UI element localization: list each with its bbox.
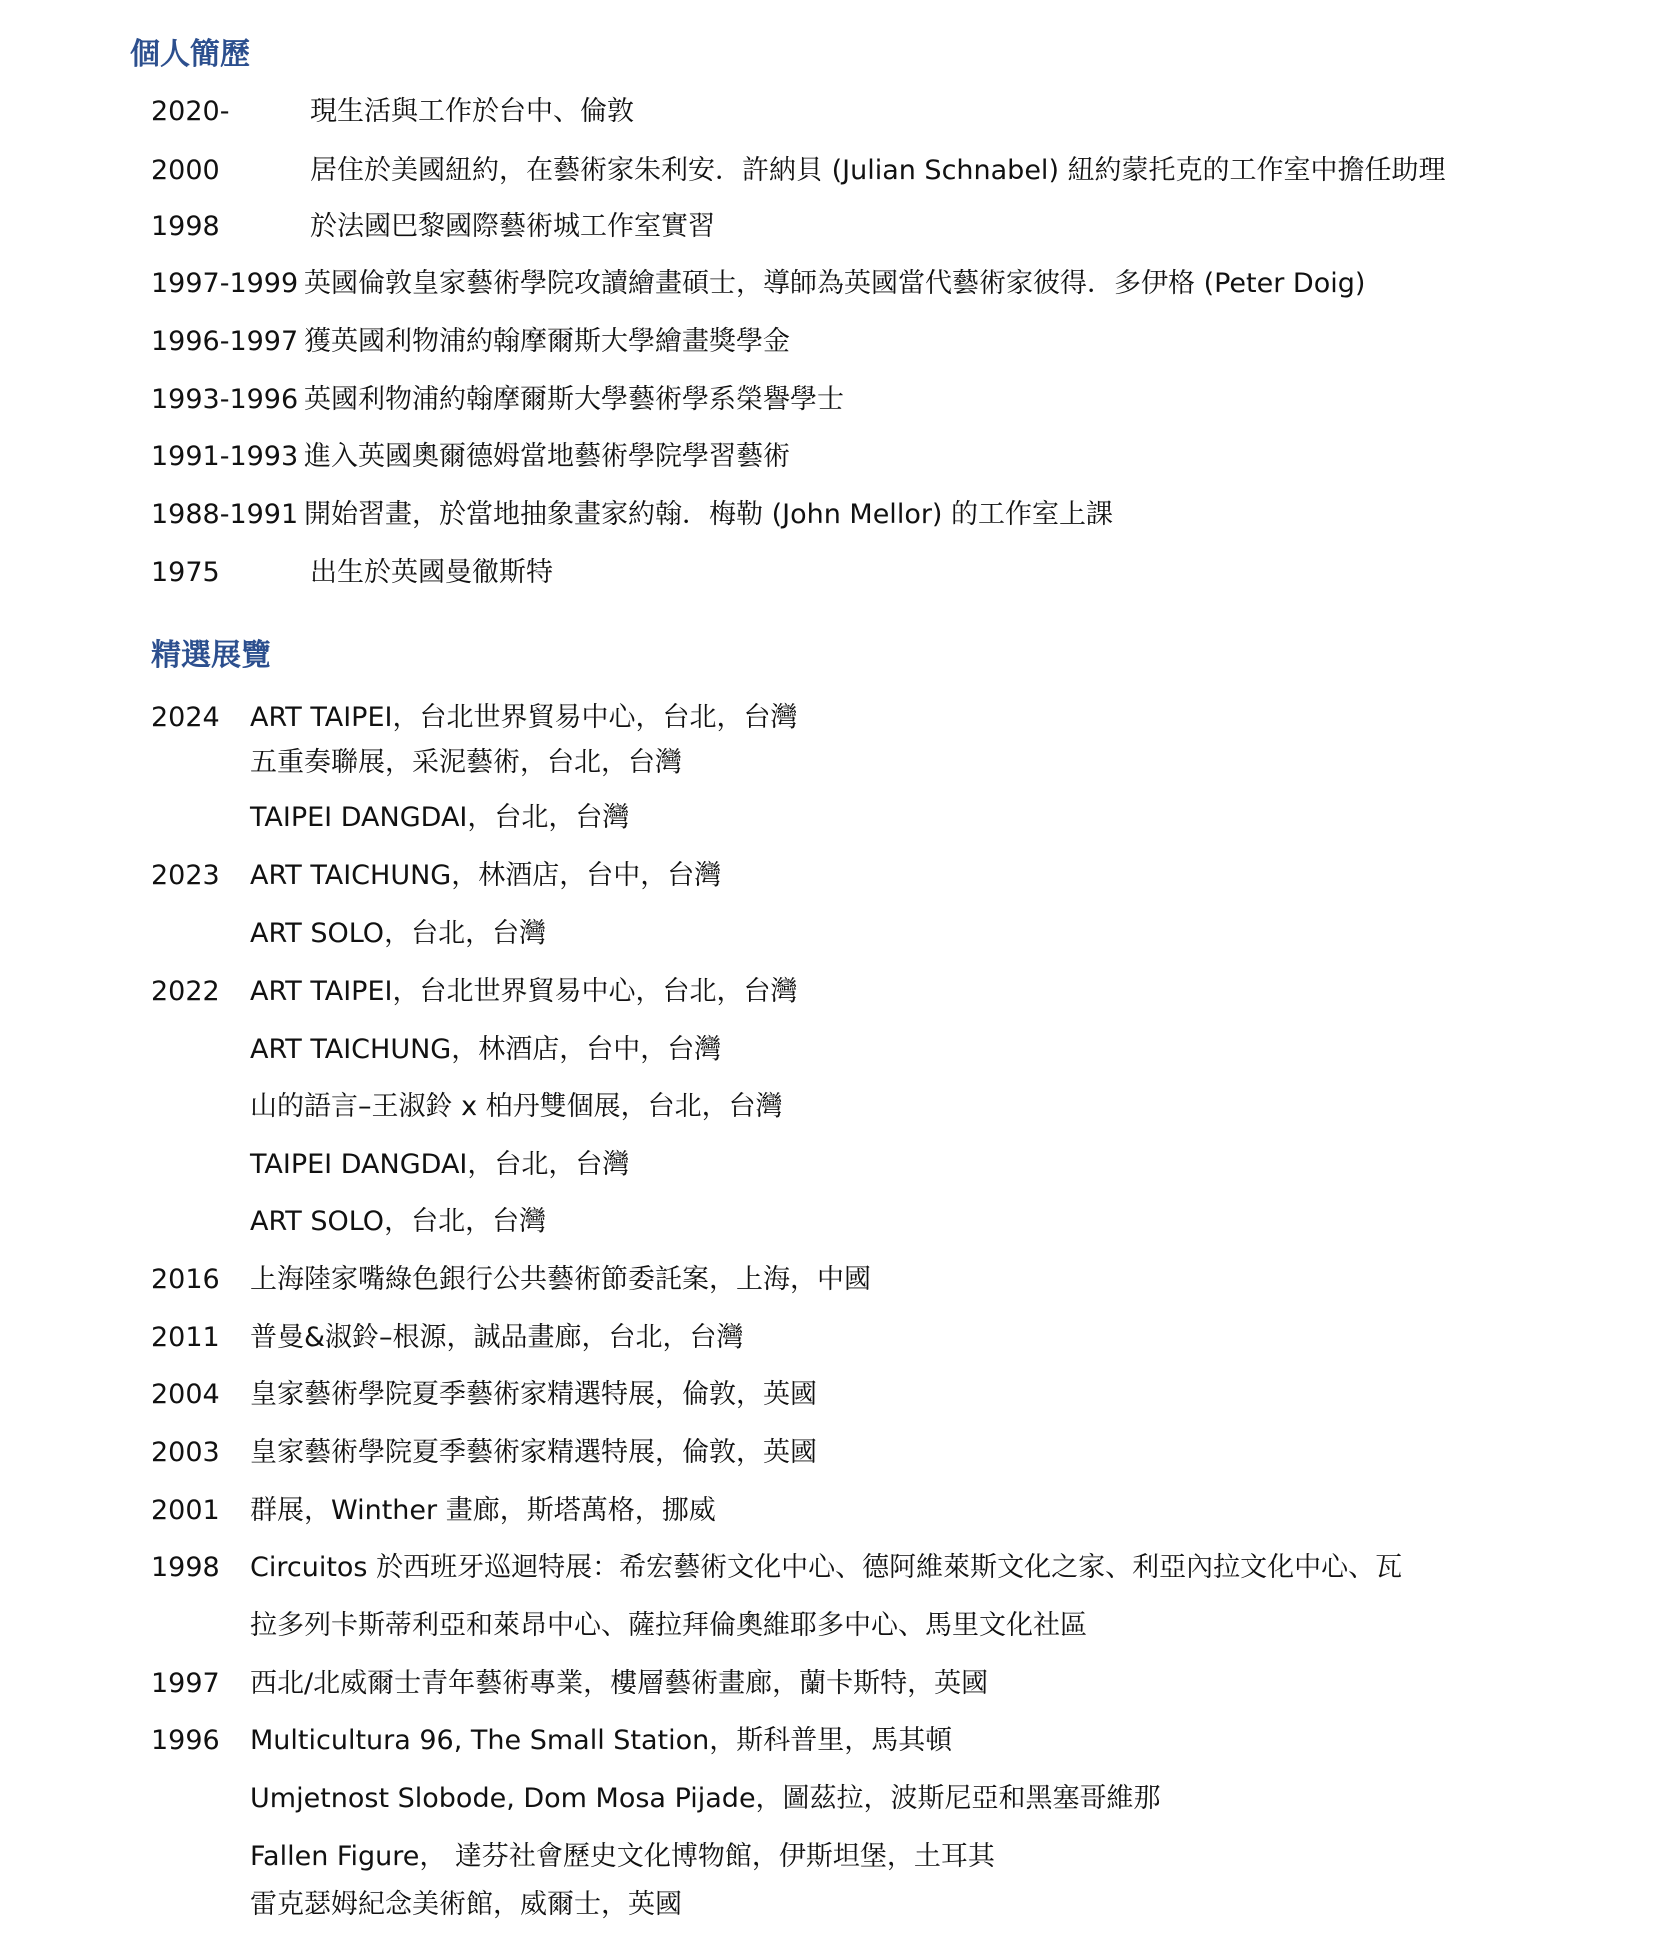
year: 1991-1993 bbox=[151, 441, 299, 472]
entry-text: Umjetnost Slobode, Dom Mosa Pijade，圖茲拉，波斯尼亞和黑塞哥維那 bbox=[250, 1783, 1161, 1814]
year: 2000 bbox=[151, 155, 220, 186]
entry-text: 英國利物浦約翰摩爾斯大學藝術學系榮譽學士 bbox=[304, 384, 844, 415]
year: 1997-1999 bbox=[151, 268, 299, 299]
entry-text: 普曼&淑鈴–根源，誠品畫廊，台北，台灣 bbox=[250, 1322, 744, 1353]
entry-text: 現生活與工作於台中、倫敦 bbox=[310, 96, 634, 127]
biography-heading: 個人簡歷 bbox=[130, 37, 250, 72]
year: 1975 bbox=[151, 557, 220, 588]
year: 2003 bbox=[151, 1437, 220, 1468]
entry-text: 居住於美國紐約，在藝術家朱利安．許納貝 (Julian Schnabel) 紐約蒙托克的工作室中擔任助理 bbox=[310, 155, 1446, 186]
year: 1996 bbox=[151, 1725, 220, 1756]
entry-text: 五重奏聯展，采泥藝術，台北，台灣 bbox=[250, 747, 682, 778]
year: 2001 bbox=[151, 1495, 220, 1526]
entry-text: 群展，Winther 畫廊，斯塔萬格，挪威 bbox=[250, 1495, 716, 1526]
year: 2011 bbox=[151, 1322, 220, 1353]
entry-text: 獲英國利物浦約翰摩爾斯大學繪畫獎學金 bbox=[304, 326, 790, 357]
entry-text: ART TAICHUNG，林酒店，台中，台灣 bbox=[250, 860, 722, 891]
entry-text: TAIPEI DANGDAI，台北，台灣 bbox=[250, 802, 630, 833]
entry-text: ART SOLO，台北，台灣 bbox=[250, 1206, 547, 1237]
entry-text: 出生於英國曼徹斯特 bbox=[310, 557, 553, 588]
entry-text: 進入英國奧爾德姆當地藝術學院學習藝術 bbox=[304, 441, 790, 472]
entry-text: 皇家藝術學院夏季藝術家精選特展，倫敦，英國 bbox=[250, 1437, 817, 1468]
entry-text: 西北/北威爾士青年藝術專業，樓層藝術畫廊，蘭卡斯特，英國 bbox=[250, 1668, 989, 1699]
entry-text: Multicultura 96, The Small Station，斯科普里，馬其頓 bbox=[250, 1725, 953, 1756]
year: 1998 bbox=[151, 211, 220, 242]
entry-text: 拉多列卡斯蒂利亞和萊昂中心、薩拉拜倫奧維耶多中心、馬里文化社區 bbox=[250, 1610, 1087, 1641]
entry-text: 上海陸家嘴綠色銀行公共藝術節委託案，上海，中國 bbox=[250, 1264, 871, 1295]
entry-text: 雷克瑟姆紀念美術館，威爾士，英國 bbox=[250, 1889, 682, 1920]
year: 1998 bbox=[151, 1552, 220, 1583]
year: 2004 bbox=[151, 1379, 220, 1410]
year: 1993-1996 bbox=[151, 384, 299, 415]
year: 2024 bbox=[151, 702, 220, 733]
entry-text: 於法國巴黎國際藝術城工作室實習 bbox=[310, 211, 715, 242]
year: 2020- bbox=[151, 96, 230, 127]
year: 2016 bbox=[151, 1264, 220, 1295]
year: 2022 bbox=[151, 976, 220, 1007]
entry-text: ART SOLO，台北，台灣 bbox=[250, 918, 547, 949]
year: 2023 bbox=[151, 860, 220, 891]
entry-text: ART TAIPEI，台北世界貿易中心，台北，台灣 bbox=[250, 976, 798, 1007]
year: 1988-1991 bbox=[151, 499, 299, 530]
entry-text: 山的語言–王淑鈴 x 柏丹雙個展，台北，台灣 bbox=[250, 1091, 783, 1122]
entry-text: TAIPEI DANGDAI，台北，台灣 bbox=[250, 1149, 630, 1180]
entry-text: 英國倫敦皇家藝術學院攻讀繪畫碩士，導師為英國當代藝術家彼得．多伊格 (Peter Doig) bbox=[304, 268, 1366, 299]
entry-text: ART TAIPEI，台北世界貿易中心，台北，台灣 bbox=[250, 702, 798, 733]
year: 1997 bbox=[151, 1668, 220, 1699]
entry-text: 皇家藝術學院夏季藝術家精選特展，倫敦，英國 bbox=[250, 1379, 817, 1410]
entry-text: Circuitos 於西班牙巡迴特展：希宏藝術文化中心、德阿維萊斯文化之家、利亞內拉文化中心、瓦 bbox=[250, 1552, 1403, 1583]
year: 1996-1997 bbox=[151, 326, 299, 357]
entry-text: ART TAICHUNG，林酒店，台中，台灣 bbox=[250, 1034, 722, 1065]
entry-text: 開始習畫，於當地抽象畫家約翰．梅勒 (John Mellor) 的工作室上課 bbox=[304, 499, 1114, 530]
entry-text: Fallen Figure， 達芬社會歷史文化博物館，伊斯坦堡，土耳其 bbox=[250, 1841, 995, 1872]
exhibitions-heading: 精選展覽 bbox=[151, 638, 271, 673]
